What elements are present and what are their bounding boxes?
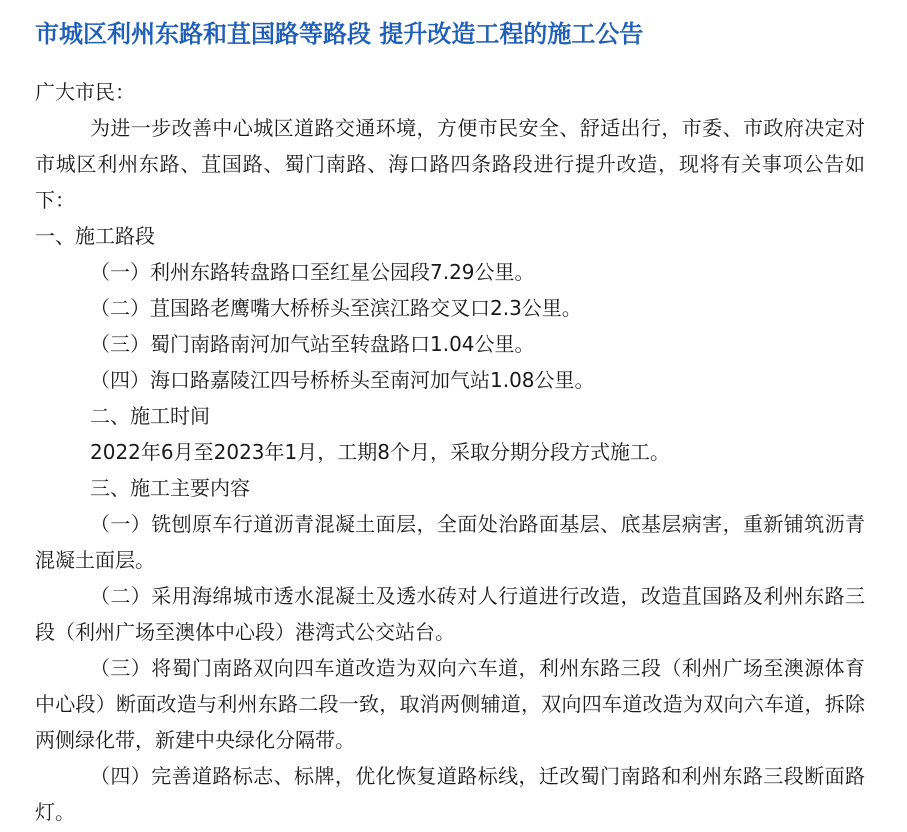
section-3-item: （四）完善道路标志、标牌，优化恢复道路标线，迁改蜀门南路和利州东路三段断面路灯。	[35, 764, 865, 824]
section-1-item: （四）海口路嘉陵江四号桥桥头至南河加气站1.08公里。	[90, 368, 595, 392]
intro-paragraph: 为进一步改善中心城区道路交通环境，方便市民安全、舒适出行，市委、市政府决定对市城区利州东路、苴国路、蜀门南路、海口路四条路段进行提升改造，现将有关事项公告如下：	[35, 116, 865, 212]
salutation: 广大市民：	[35, 80, 135, 104]
notice-body	[35, 74, 865, 830]
section-3-heading: 三、施工主要内容	[90, 476, 250, 500]
section-3-item: （三）将蜀门南路双向四车道改造为双向六车道，利州东路三段（利州广场至澳源体育中心段）断面改造与利州东路二段一致，取消两侧辅道，双向四车道改造为双向六车道，拆除两侧绿化带，新建中央绿化分隔带。	[35, 656, 865, 752]
section-2-heading: 二、施工时间	[90, 404, 210, 428]
section-3-item: （二）采用海绵城市透水混凝土及透水砖对人行道进行改造，改造苴国路及利州东路三段（利州广场至澳体中心段）港湾式公交站台。	[35, 584, 865, 644]
section-1-item: （一）利州东路转盘路口至红星公园段7.29公里。	[90, 260, 535, 284]
section-1-item: （二）苴国路老鹰嘴大桥桥头至滨江路交叉口2.3公里。	[90, 296, 582, 320]
section-2-text: 2022年6月至2023年1月，工期8个月，采取分期分段方式施工。	[90, 440, 670, 464]
section-3-item: （一）铣刨原车行道沥青混凝土面层，全面处治路面基层、底基层病害，重新铺筑沥青混凝土面层。	[35, 512, 865, 572]
notice-title: 市城区利州东路和苴国路等路段 提升改造工程的施工公告	[35, 20, 644, 48]
section-1-item: （三）蜀门南路南河加气站至转盘路口1.04公里。	[90, 332, 535, 356]
section-1-heading: 一、施工路段	[35, 224, 155, 248]
